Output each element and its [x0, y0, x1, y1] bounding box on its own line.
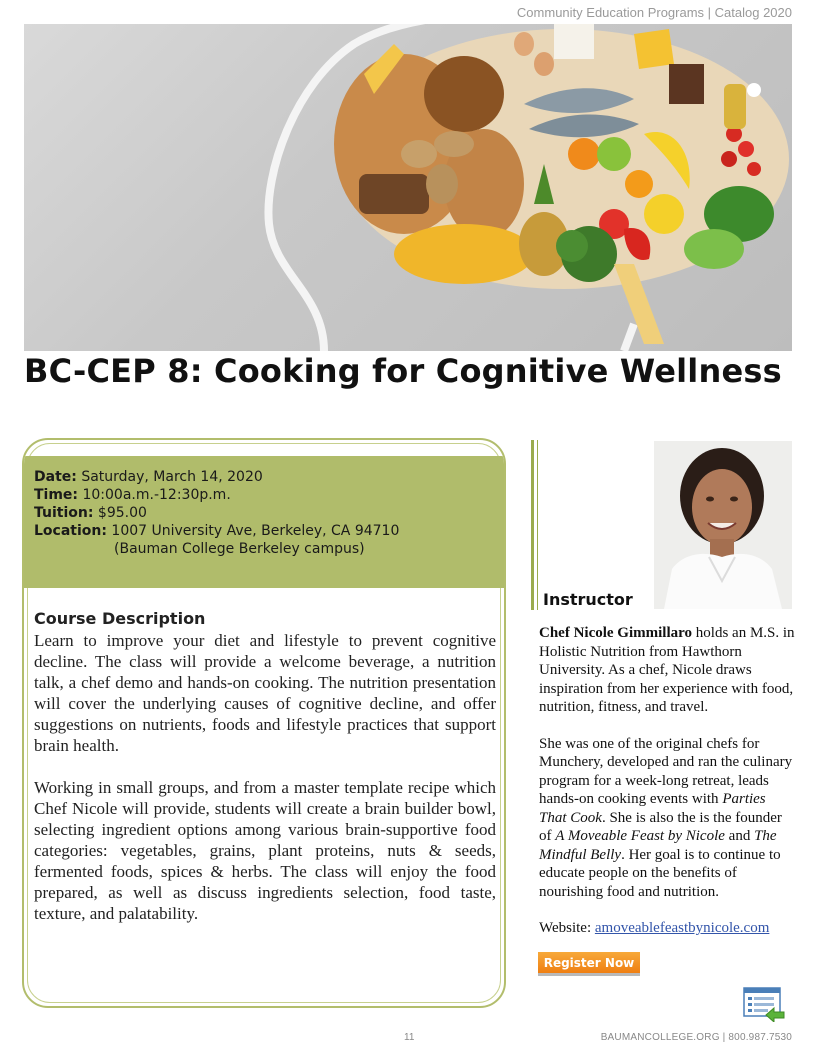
book-moveable-feast: A Moveable Feast by Nicole: [555, 828, 725, 844]
description-paragraph-2: Working in small groups, and from a master template recipe which Chef Nicole will provide, students will create a brain builder bowl, selecting ingredient options among various brain-supportive food categories: vegetables, grains, plant proteins, nuts & seeds, fermented foods, spices & herbs. The class will enjoy the food prepared, as well as discuss ingredients selection, food taste, texture, and palatability.: [34, 778, 496, 923]
page-number: 11: [404, 1032, 415, 1043]
page-title: BC-CEP 8: Cooking for Cognitive Wellness: [24, 352, 782, 390]
website-row: [539, 919, 795, 938]
location-note: (Bauman College Berkeley campus): [114, 541, 365, 557]
time-label: Time:: [34, 487, 79, 503]
course-description: [34, 608, 496, 945]
tuition-row: [34, 504, 494, 522]
instructor-label: Instructor: [543, 590, 633, 609]
hero-image: [24, 24, 792, 351]
book-parties-that-cook: Parties That Cook: [539, 791, 766, 826]
instructor-portrait: [654, 441, 792, 609]
tuition-value: $95.00: [97, 505, 147, 521]
book-mindful-belly: The Mindful Belly: [539, 828, 777, 863]
instructor-name: Chef Nicole Gimmillaro: [539, 625, 693, 641]
bio-text-1: holds an M.S. in Holistic Nutrition from Hawthorn University. As a chef, Nicole draws inspiration from her experience with food, nutrition, fitness, and travel.: [539, 625, 795, 715]
time-row: [34, 486, 494, 504]
date-row: [34, 468, 494, 486]
bio-paragraph-1: [539, 624, 795, 717]
website-label: Website:: [539, 920, 595, 936]
location-value: 1007 University Ave, Berkeley, CA 94710: [111, 523, 400, 539]
register-now-button[interactable]: Register Now: [538, 952, 640, 976]
date-value: Saturday, March 14, 2020: [81, 469, 263, 485]
date-label: Date:: [34, 469, 77, 485]
instructor-photo: [654, 441, 792, 609]
course-info-box: [22, 438, 506, 1008]
bio-text-2a: She was one of the original chefs for Munchery, developed and ran the culinary program for a week-long retreat, leads hands-on cooking events with: [539, 735, 793, 807]
form-icon-graphic: [742, 986, 786, 1022]
divider-thin: [537, 440, 538, 610]
description-heading: Course Description: [34, 609, 206, 628]
bio-paragraph-2: [539, 735, 795, 902]
tuition-label: Tuition:: [34, 505, 94, 521]
website-link[interactable]: amoveablefeastbynicole.com: [594, 920, 770, 936]
bio-text-2d: . Her goal is to continue to educate people on the benefits of nourishing food and nutrition.: [539, 846, 781, 900]
bio-text-2b: . She is also the is the founder of: [539, 809, 782, 844]
divider-thick: [531, 440, 534, 610]
bio-text-2c: and: [724, 828, 755, 844]
footer-contact: BAUMANCOLLEGE.ORG | 800.987.7530: [600, 1032, 792, 1043]
form-icon[interactable]: [742, 986, 786, 1022]
course-details-band: [24, 456, 504, 588]
location-row: [34, 522, 494, 540]
instructor-bio: [539, 624, 795, 956]
brain-food-illustration: [24, 24, 792, 351]
location-label: Location:: [34, 523, 107, 539]
description-paragraph-1: Learn to improve your diet and lifestyle to prevent cognitive decline. The class will provide a welcome beverage, a nutrition talk, a chef demo and hands-on cooking. The nutrition presentation will cover the underlying causes of cognitive decline, and offer suggestions on nutrients, foods and lifestyle practices that support brain health.: [34, 631, 496, 755]
time-value: 10:00a.m.-12:30p.m.: [82, 487, 231, 503]
catalog-header: Community Education Programs | Catalog 2020: [516, 5, 792, 20]
